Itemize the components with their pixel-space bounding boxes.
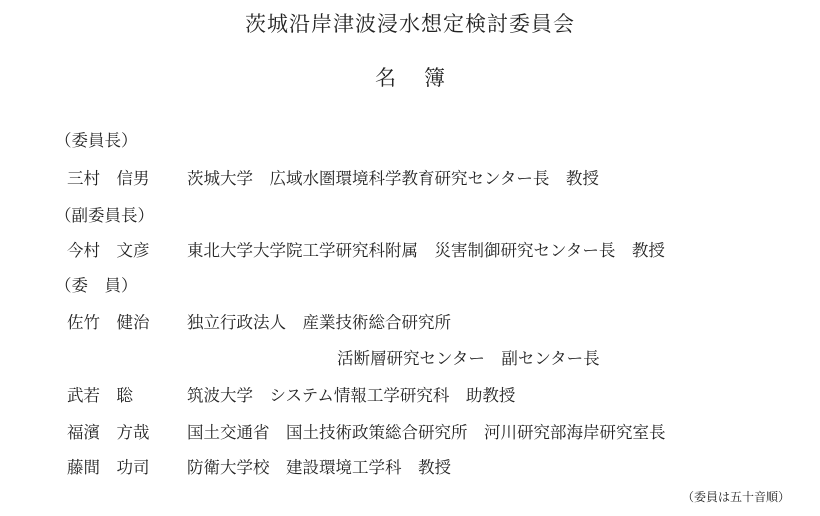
section-heading-members: （委 員） [55, 276, 138, 295]
member-name: 福濱 方哉 [67, 423, 150, 442]
member-affiliation: 筑波大学 システム情報工学研究科 助教授 [187, 386, 516, 405]
member-affiliation: 東北大学大学院工学研究科附属 災害制御研究センター長 教授 [187, 241, 665, 260]
member-name: 三村 信男 [67, 169, 150, 188]
document-title: 茨城沿岸津波浸水想定検討委員会 [245, 12, 575, 36]
member-affiliation: 茨城大学 広域水圏環境科学教育研究センター長 教授 [187, 169, 599, 188]
subtitle-char-2: 簿 [424, 66, 445, 90]
ordering-note: （委員は五十音順） [681, 490, 790, 504]
member-name: 佐竹 健治 [67, 313, 150, 332]
member-affiliation: 国土交通省 国土技術政策総合研究所 河川研究部海岸研究室長 [187, 423, 666, 442]
section-heading-chair: （委員長） [55, 131, 138, 150]
document-subtitle [0, 62, 820, 92]
member-affiliation: 独立行政法人 産業技術総合研究所 [187, 313, 451, 332]
member-affiliation: 防衛大学校 建設環境工学科 教授 [187, 458, 451, 477]
member-name: 武若 聡 [67, 386, 133, 405]
member-name: 藤間 功司 [67, 458, 150, 477]
member-name: 今村 文彦 [67, 241, 150, 260]
section-heading-vice-chair: （副委員長） [55, 206, 154, 225]
subtitle-char-1: 名 [375, 66, 396, 90]
member-affiliation-continued: 活断層研究センター 副センター長 [337, 349, 600, 368]
